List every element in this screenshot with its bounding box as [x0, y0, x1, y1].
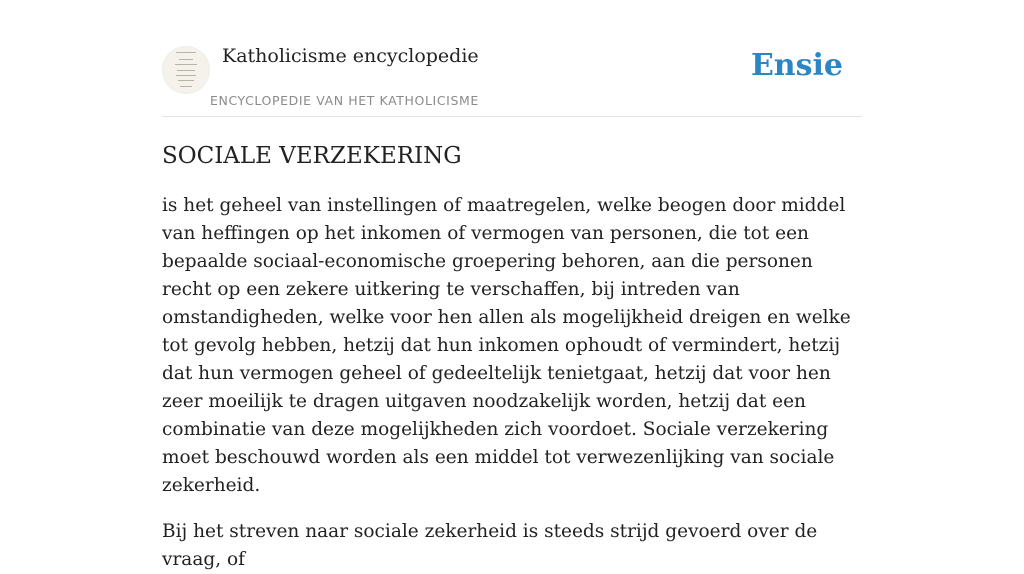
content-column [162, 0, 862, 574]
article-title: SOCIALE VERZEKERING [162, 143, 462, 169]
brand-logo-link[interactable]: Ensie [750, 48, 843, 83]
article-paragraph: Bij het streven naar sociale zekerheid is steeds strijd gevoerd over de vraag, of [162, 521, 818, 570]
book-subtitle: ENCYCLOPEDIE VAN HET KATHOLICISME [210, 93, 479, 108]
article-paragraph: is het geheel van instellingen of maatregelen, welke beogen door middel van heffingen op het inkomen of vermogen van personen, die tot een bepaalde sociaal-economische groepering behoren, aan die personen recht op een zekere uitkering te verschaffen, bij intreden van omstandigheden, welke voor hen allen als mogelijkheid dreigen en welke tot gevolg hebben, hetzij dat hun inkomen ophoudt of vermindert, hetzij dat hun vermogen geheel of gedeeltelijk tenietgaat, hetzij dat voor hen zeer moeilijk te dragen uitgaven noodzakelijk worden, hetzij dat een combinatie van deze mogelijkheden zich voordoet. Sociale verzekering moet beschouwd worden als een middel tot verwezenlijking van sociale zekerheid. [162, 195, 851, 496]
page-header [162, 0, 862, 117]
book-cover-avatar[interactable] [162, 46, 210, 94]
book-title-link[interactable]: Katholicisme encyclopedie [222, 45, 479, 67]
